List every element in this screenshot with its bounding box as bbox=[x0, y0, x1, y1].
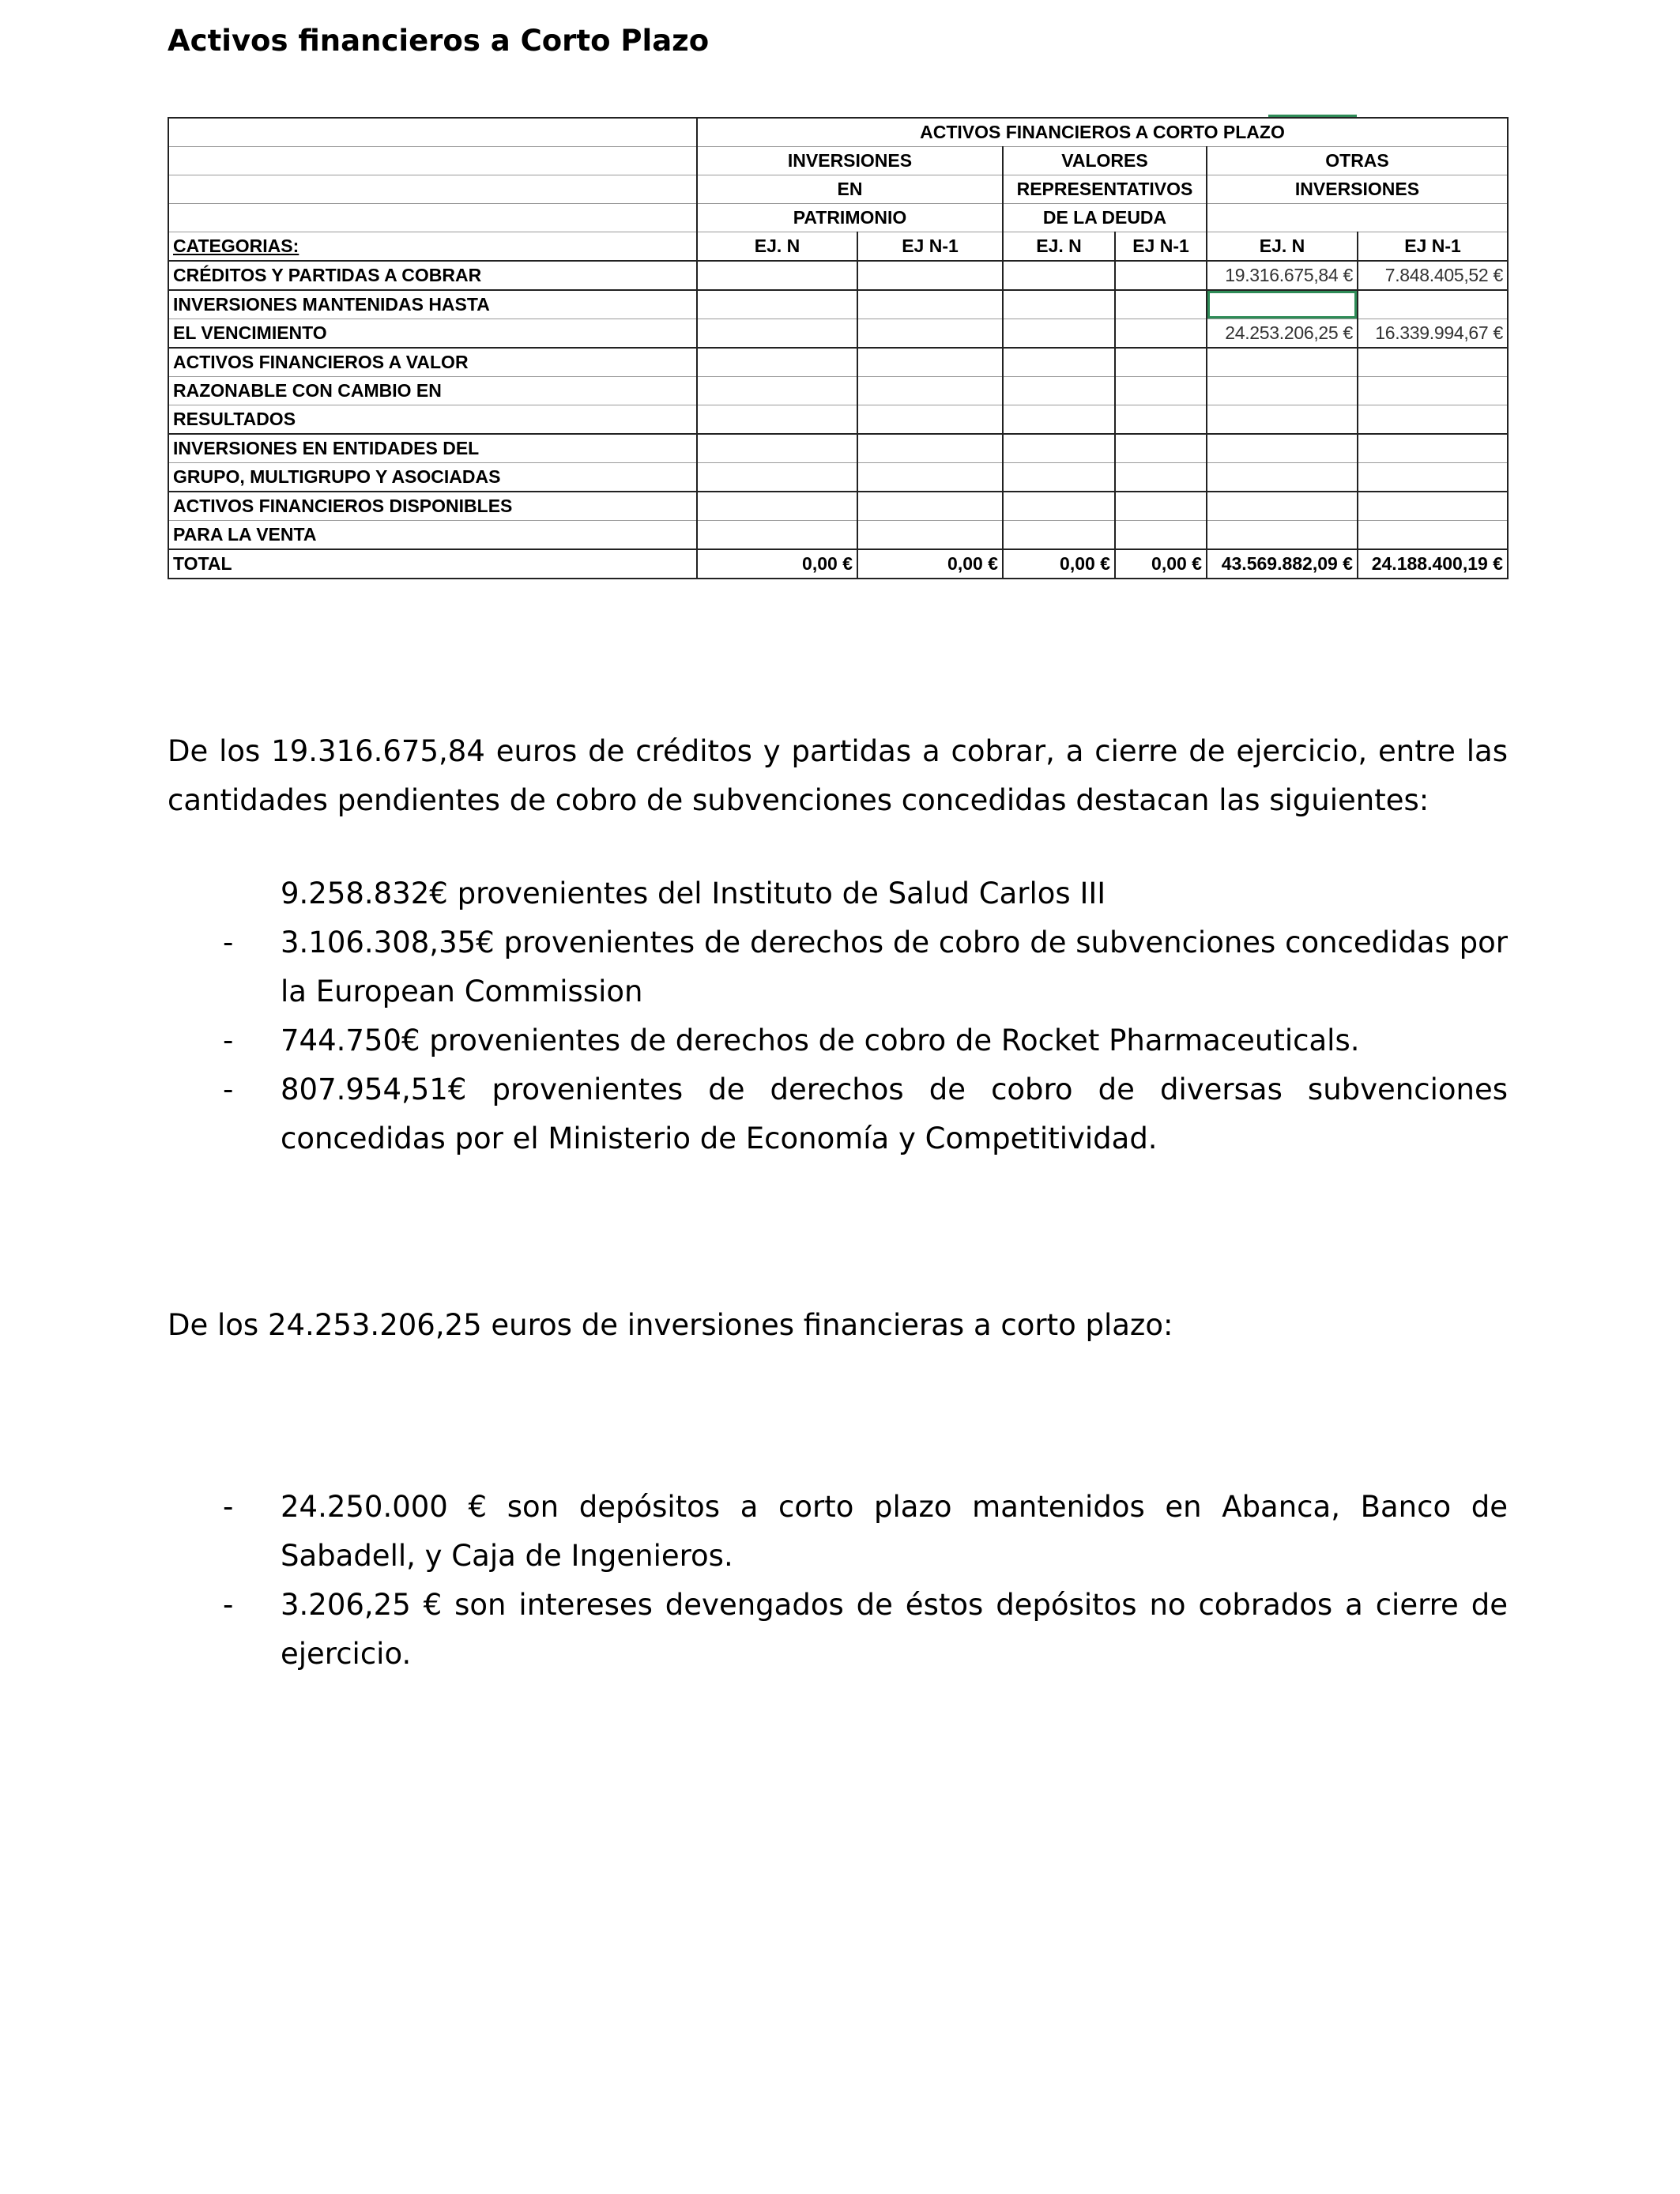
row-label: RESULTADOS bbox=[168, 405, 697, 435]
row-label: PARA LA VENTA bbox=[168, 521, 697, 550]
header-row-3 bbox=[168, 175, 1508, 204]
paragraph-receivables: De los 19.316.675,84 euros de créditos y partidas a cobrar, a cierre de ejercicio, entre las cantidades pendientes de cobro de subvenciones concedidas destacan las siguientes: bbox=[168, 734, 1508, 817]
group3-line1: OTRAS bbox=[1207, 147, 1508, 175]
list-item: - 3.206,25 € son intereses devengados de éstos depósitos no cobrados a cierre de ejercicio. bbox=[223, 1588, 1508, 1671]
table-row bbox=[168, 319, 1508, 349]
total-cell: 0,00 € bbox=[697, 549, 857, 579]
table-cell bbox=[1003, 261, 1115, 290]
list-item: 9.258.832€ provenientes del Instituto de Salud Carlos III bbox=[281, 876, 1106, 910]
total-label: TOTAL bbox=[168, 549, 697, 579]
table-row bbox=[168, 434, 1508, 463]
table-row bbox=[168, 463, 1508, 492]
table-row bbox=[168, 492, 1508, 521]
row-label: CRÉDITOS Y PARTIDAS A COBRAR bbox=[168, 261, 697, 290]
table-cell: 24.253.206,25 € bbox=[1207, 319, 1358, 349]
receivables-list bbox=[168, 869, 1508, 1163]
total-cell: 0,00 € bbox=[857, 549, 1003, 579]
table-cell bbox=[697, 261, 857, 290]
col-header: EJ. N bbox=[697, 232, 857, 262]
header-main: ACTIVOS FINANCIEROS A CORTO PLAZO bbox=[697, 118, 1508, 147]
row-label: ACTIVOS FINANCIEROS DISPONIBLES bbox=[168, 492, 697, 521]
col-header: EJ. N bbox=[1207, 232, 1358, 262]
group2-line1: VALORES bbox=[1003, 147, 1207, 175]
list-item: - 807.954,51€ provenientes de derechos de cobro de diversas subvenciones concedidas por el Ministerio de Economía y Competitividad. bbox=[223, 1072, 1508, 1155]
table-row bbox=[168, 377, 1508, 405]
table-cell bbox=[857, 261, 1003, 290]
col-header: EJ. N bbox=[1003, 232, 1115, 262]
table-row bbox=[168, 348, 1508, 377]
total-cell: 43.569.882,09 € bbox=[1207, 549, 1358, 579]
group3-line2: INVERSIONES bbox=[1207, 175, 1508, 204]
total-cell: 24.188.400,19 € bbox=[1358, 549, 1508, 579]
page-title: Activos financieros a Corto Plazo bbox=[168, 24, 710, 58]
selected-cell bbox=[1207, 290, 1358, 319]
col-header: EJ N-1 bbox=[1115, 232, 1207, 262]
paragraph-investments: De los 24.253.206,25 euros de inversiones financieras a corto plazo: bbox=[168, 1308, 1173, 1342]
row-label: GRUPO, MULTIGRUPO Y ASOCIADAS bbox=[168, 463, 697, 492]
header-row-4 bbox=[168, 204, 1508, 232]
table-row bbox=[168, 405, 1508, 435]
list-item: - 744.750€ provenientes de derechos de cobro de Rocket Pharmaceuticals. bbox=[223, 1023, 1360, 1057]
investments-list bbox=[168, 1483, 1508, 1679]
total-cell: 0,00 € bbox=[1115, 549, 1207, 579]
col-header: EJ N-1 bbox=[1358, 232, 1508, 262]
table-row bbox=[168, 261, 1508, 290]
header-row-2 bbox=[168, 147, 1508, 175]
table-cell: 7.848.405,52 € bbox=[1358, 261, 1508, 290]
table-cell: 19.316.675,84 € bbox=[1207, 261, 1358, 290]
group1-line1: INVERSIONES bbox=[697, 147, 1003, 175]
row-label: INVERSIONES MANTENIDAS HASTA bbox=[168, 290, 697, 319]
total-row bbox=[168, 549, 1508, 579]
table-cell bbox=[1115, 261, 1207, 290]
header-row-columns bbox=[168, 232, 1508, 262]
list-item: - 3.106.308,35€ provenientes de derechos de cobro de subvenciones concedidas por la European Commission bbox=[223, 925, 1508, 1008]
table-row bbox=[168, 290, 1508, 319]
table-cell bbox=[857, 319, 1003, 349]
categories-label: CATEGORIAS: bbox=[168, 232, 697, 262]
header-row-1 bbox=[168, 118, 1508, 147]
col-header: EJ N-1 bbox=[857, 232, 1003, 262]
group1-line3: PATRIMONIO bbox=[697, 204, 1003, 232]
row-label: ACTIVOS FINANCIEROS A VALOR bbox=[168, 348, 697, 377]
table-cell bbox=[1115, 319, 1207, 349]
row-label: EL VENCIMIENTO bbox=[168, 319, 697, 349]
group2-line3: DE LA DEUDA bbox=[1003, 204, 1207, 232]
group1-line2: EN bbox=[697, 175, 1003, 204]
table-cell bbox=[697, 319, 857, 349]
group3-line3 bbox=[1207, 204, 1508, 232]
table-cell bbox=[1003, 319, 1115, 349]
group2-line2: REPRESENTATIVOS bbox=[1003, 175, 1207, 204]
row-label: RAZONABLE CON CAMBIO EN bbox=[168, 377, 697, 405]
financial-assets-table bbox=[168, 117, 1509, 579]
row-label: INVERSIONES EN ENTIDADES DEL bbox=[168, 434, 697, 463]
total-cell: 0,00 € bbox=[1003, 549, 1115, 579]
table-row bbox=[168, 521, 1508, 550]
table-cell: 16.339.994,67 € bbox=[1358, 319, 1508, 349]
list-item: - 24.250.000 € son depósitos a corto plazo mantenidos en Abanca, Banco de Sabadell, y Caja de Ingenieros. bbox=[223, 1490, 1508, 1573]
